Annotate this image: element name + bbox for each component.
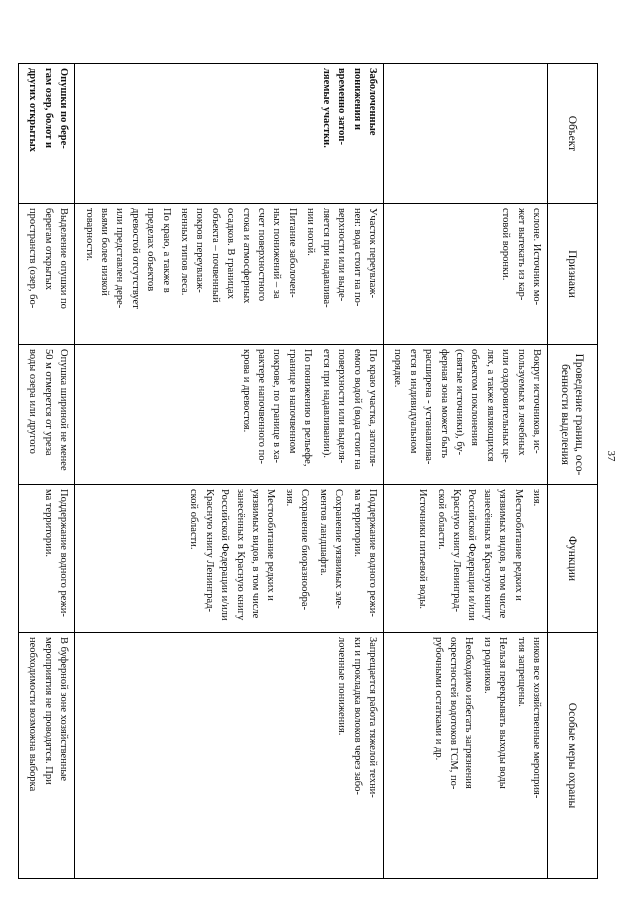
protection-text: В буферной зоне хозяйственные мероприятия не проводятся. При необходимости возможна выборка [27, 637, 70, 792]
protection-text: Необходимо избегать загрязнения окрестностей водотоков ГСМ, по- рубочными остатками и др. [432, 637, 475, 790]
cell-signs [19, 204, 75, 345]
cell-object [75, 64, 384, 204]
functions-text: Сохранение биоразнообра- зия. [283, 489, 311, 611]
functions-text: зия. [531, 489, 542, 507]
protection-text: ников все хозяйственные мероприя- тия запрещены. [515, 637, 542, 799]
signs-text: Выделение опушки по берегам открытых пространств (озер, бо- [27, 208, 70, 309]
functions-text: Местообитание редких и уязвимых видов, в том числе занесённых в Красную книгу Российской Федерации и/или Красную книгу Ленинград- ской области. [188, 489, 277, 621]
borders-text: По краю участка, затопля- емого водой (вода стоит на поверхности или выделя- ется при надавливании). [320, 349, 378, 470]
cell-protection [75, 633, 384, 879]
header-signs: Признаки [548, 204, 598, 345]
rotated-page [27, 63, 598, 878]
functions-text: Поддержание водного режи- ма территории. [42, 489, 70, 617]
cell-object [383, 64, 547, 204]
table-row [383, 64, 547, 879]
cell-protection [383, 633, 547, 879]
cell-borders [383, 345, 547, 485]
cell-object [19, 64, 75, 204]
cell-signs [383, 204, 547, 345]
functions-text: Поддержание водного режи- ма территории. [351, 489, 378, 617]
borders-text: Опушка шириной не менее 50 м отмерется от уреза воды озера или другого [27, 349, 70, 471]
object-name: Опушки по бере- гам озер, болот и других открытых [27, 68, 70, 152]
protection-measures-table [18, 63, 598, 879]
signs-text: Участок переувлаж- нен: вода стоит на по- верхности или выде- ляется при надавлива- нии ногой. [305, 208, 378, 308]
borders-text: Вокруг источников, ис- пользуемых в лечебных или оздоровительных це- лях, а также являющихся объектом поклонения (святые источники), бу- ферная зона может быть расширена - устанавлива- ется в индивидуальном порядке. [392, 349, 542, 465]
object-name: Заболоченные понижения и временно затоп- ляемые участки. [320, 68, 378, 148]
table-header-row [548, 64, 598, 879]
cell-functions [75, 485, 384, 633]
table-row [19, 64, 75, 879]
functions-text: Местообитание редких и уязвимых видов, в том числе занесённых в Красную книгу Российской Федерации и/или Красную книгу Ленинград- ской области. [435, 489, 524, 621]
cell-signs [75, 204, 384, 345]
functions-text: Источники питьевой воды. [417, 489, 429, 610]
protection-text: Запрещается работа тяжелой техни- ки и прокладка волоков через забо- лоченные понижения. [336, 637, 378, 798]
signs-text: Питание заболочен- ных понижений – за счет поверхностного стока и атмосферных осадков. В границах объекта – почвенный покров переувлаж- ненных типов леса. [179, 208, 298, 304]
header-protection: Особые меры охраны [548, 633, 598, 879]
borders-text: По понижению в рельефе, границе в напочвенном покрове, по границе в ха- рактере напочвенного по- крова и древостоя. [240, 349, 314, 467]
table-row [75, 64, 384, 879]
signs-text: склоне. Источник мо- жет вытекать из кар- стовой воронки. [500, 208, 542, 306]
header-object: Объект [548, 64, 598, 204]
cell-borders [19, 345, 75, 485]
functions-text: Сохранение уязвимых эле- ментов ландшафта. [317, 489, 345, 609]
cell-functions [19, 485, 75, 633]
protection-text: Нельзя перекрывать выходы воды из родников. [481, 637, 509, 789]
cell-borders [75, 345, 384, 485]
signs-text: По краю, а также в пределах объектов древостой отсутствует или представлен дере- вьями более низкой товарности. [83, 208, 172, 309]
cell-protection [19, 633, 75, 879]
page-number: 37 [605, 450, 617, 462]
header-functions: Функции [548, 485, 598, 633]
cell-functions [383, 485, 547, 633]
header-borders: Проведение границ, осо- бенности выделения [548, 345, 598, 485]
